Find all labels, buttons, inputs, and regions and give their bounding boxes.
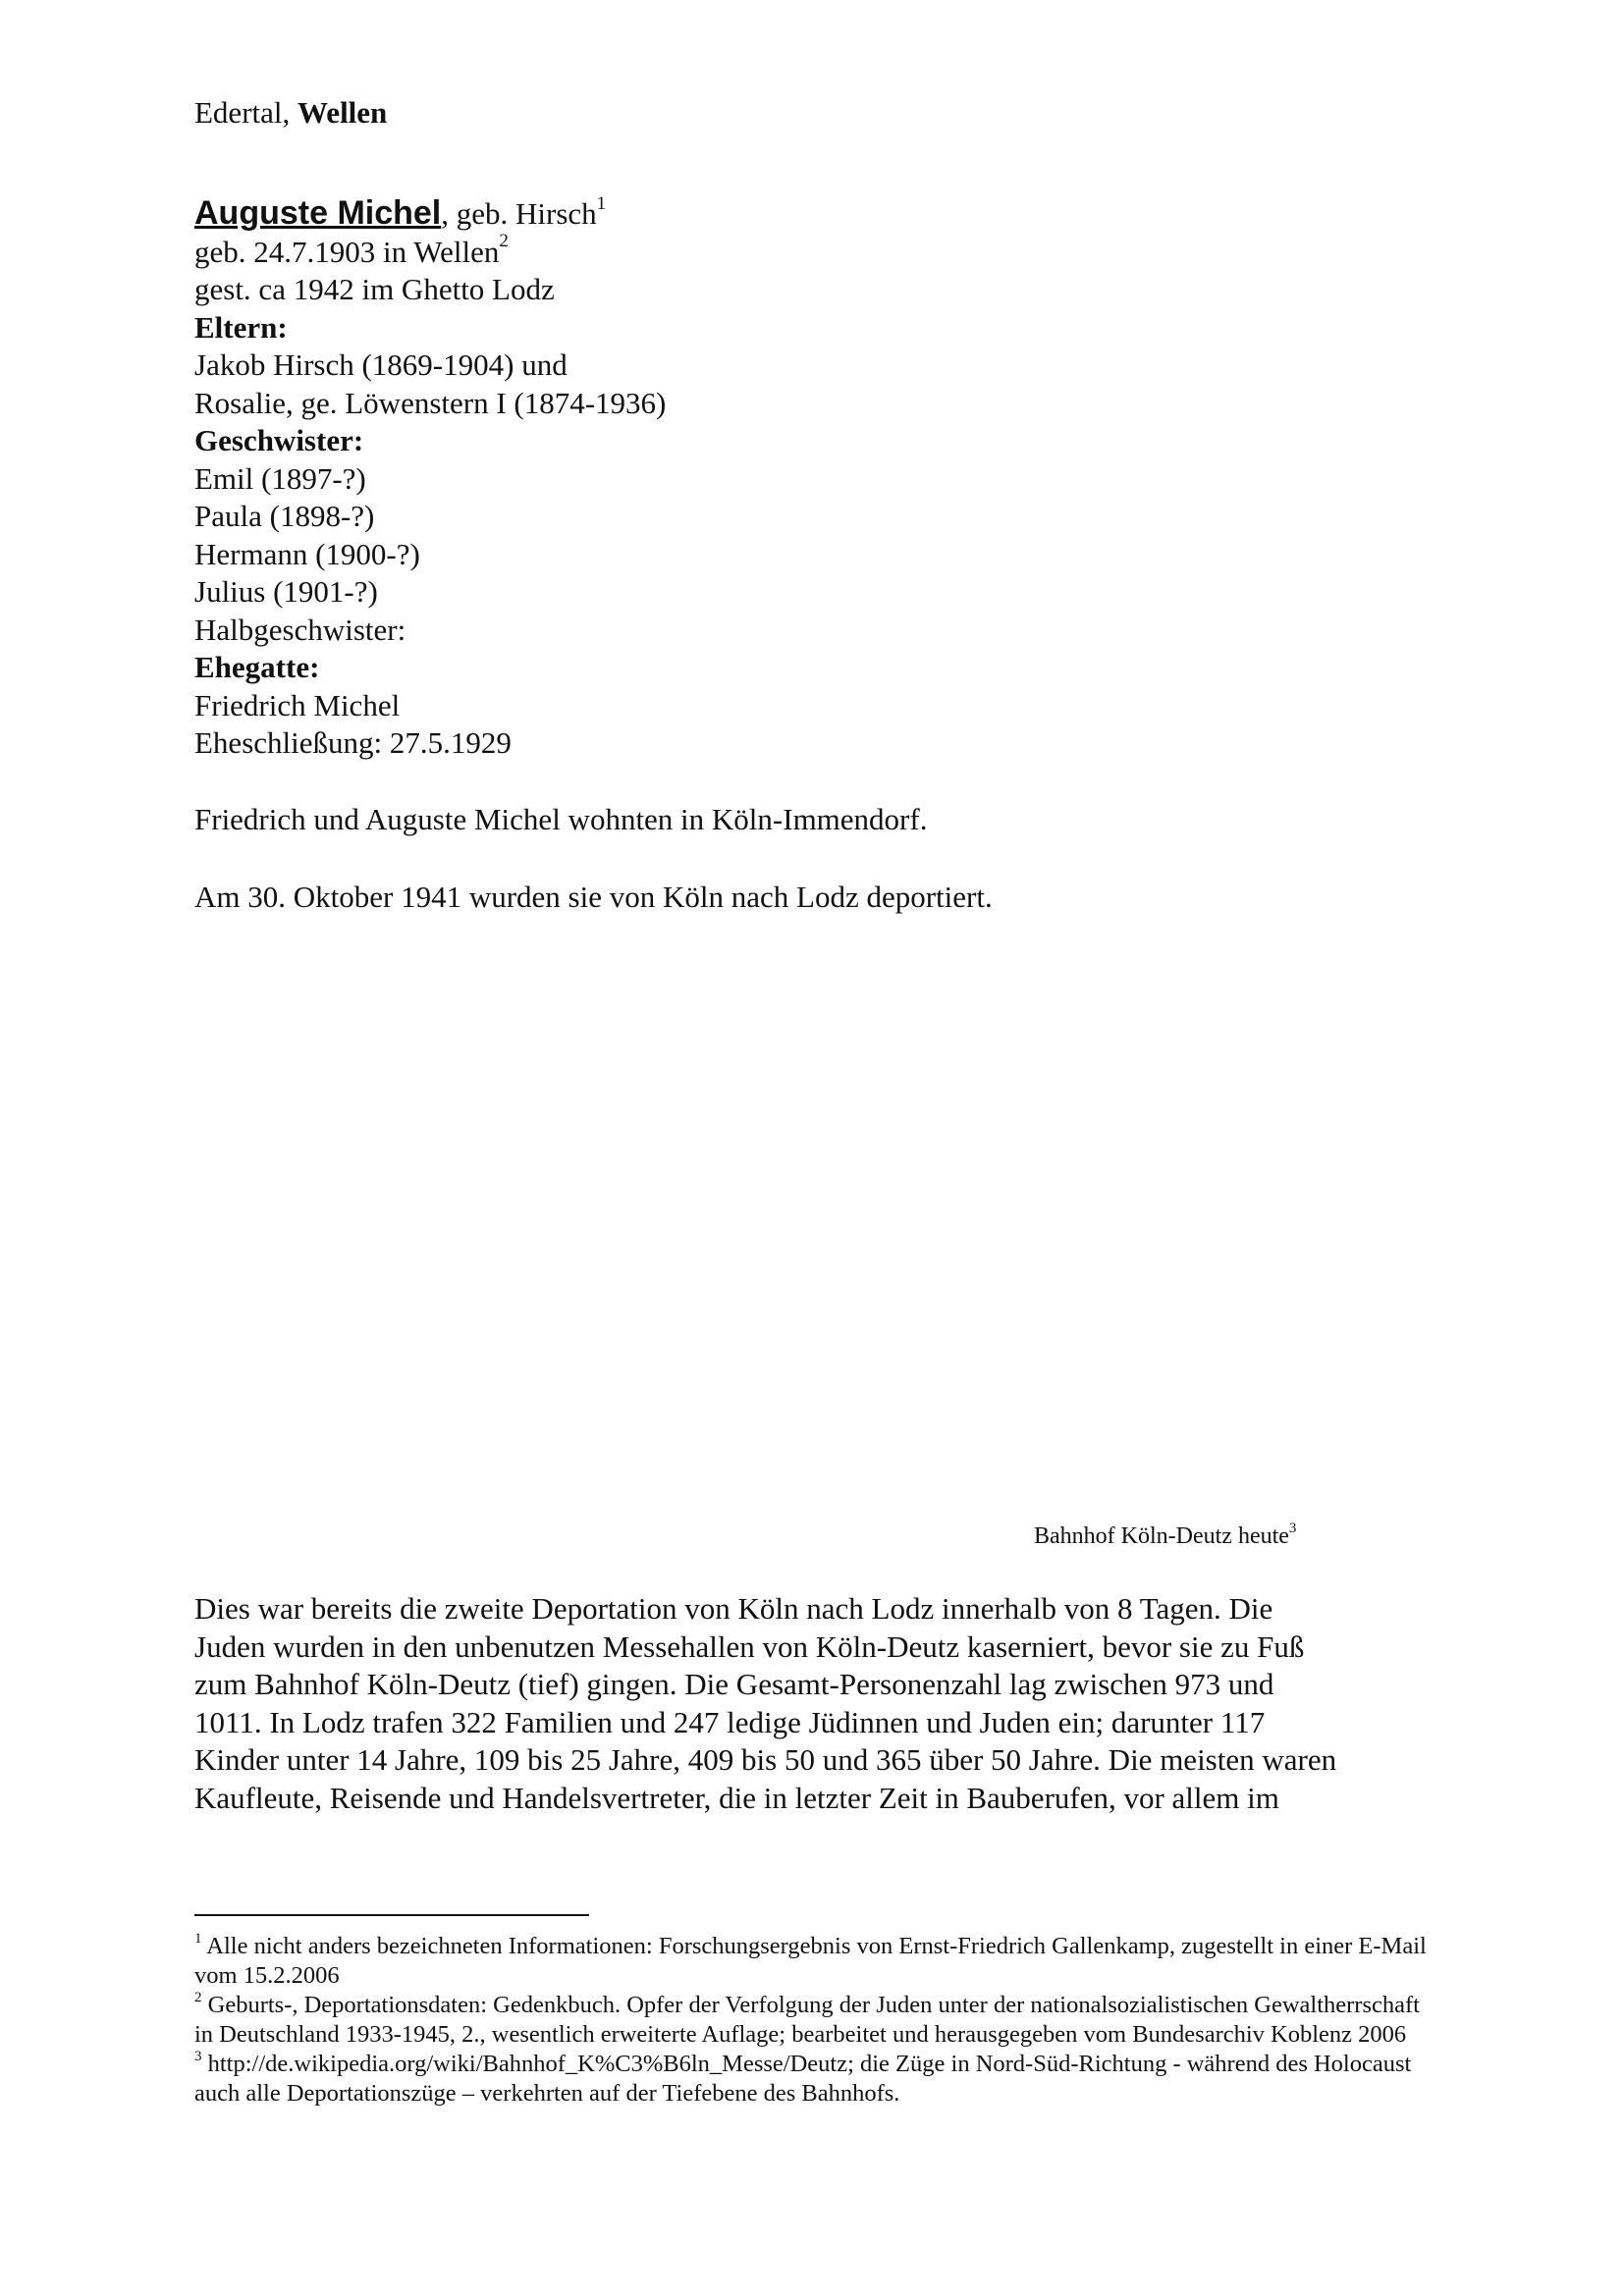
parent-mother: Rosalie, ge. Löwenstern I (1874-1936)	[194, 385, 667, 420]
footnote-marker: 1	[194, 1930, 202, 1947]
sibling-item: Emil (1897-?)	[194, 460, 366, 496]
parents-heading: Eltern:	[194, 309, 288, 345]
footnote-ref-3: 3	[1288, 1521, 1297, 1536]
footnote-separator	[194, 1914, 589, 1916]
footnote-3	[194, 2050, 1441, 2109]
birth-line	[194, 231, 1471, 272]
footnote-2	[194, 1991, 1441, 2050]
sibling-item: Julius (1901-?)	[194, 574, 378, 609]
spouse-heading: Ehegatte:	[194, 650, 320, 684]
sibling-item: Hermann (1900-?)	[194, 536, 420, 571]
footnote-ref-1: 1	[596, 192, 607, 214]
name-line	[194, 194, 1471, 234]
footnote-marker: 2	[194, 1989, 202, 2005]
footnote-ref-2: 2	[499, 231, 509, 252]
paragraph-residence: Friedrich und Auguste Michel wohnten in Köln-Immendorf.	[194, 802, 928, 836]
paragraph-line: Juden wurden in den unbenutzen Messehallen von Köln-Deutz kaserniert, bevor sie zu Fuß	[194, 1629, 1305, 1664]
birth-name: , geb. Hirsch	[441, 196, 597, 231]
footnote-text: http://de.wikipedia.org/wiki/Bahnhof_K%C3%B6ln_Messe/Deutz; die Züge in Nord-Süd-Richtung - während des Holocaust auch alle Deportationszüge – verkehrten auf der Tiefebene des Bahnhofs.	[194, 2051, 1412, 2107]
location-prefix: Edertal,	[194, 95, 298, 130]
half-siblings-label: Halbgeschwister:	[194, 612, 406, 647]
paragraph-line: Dies war bereits die zweite Deportation von Köln nach Lodz innerhalb von 8 Tagen. Die	[194, 1591, 1273, 1626]
footnote-1	[194, 1932, 1441, 1991]
biography-block	[194, 194, 1471, 763]
paragraph-line: 1011. In Lodz trafen 322 Familien und 247 ledige Jüdinnen und Juden ein; darunter 117	[194, 1704, 1266, 1739]
spouse-name: Friedrich Michel	[194, 687, 401, 722]
paragraph-deportation-details	[194, 1590, 1471, 1818]
footnote-text: Geburts-, Deportationsdaten: Gedenkbuch. Opfer der Verfolgung der Juden unter der nationalsozialistischen Gewaltherrschaft in Deutschland 1933-1945, 2., wesentlich erweiterte Auflage; bearbeitet und herausgegeben vom Bundesarchiv Koblenz 2006	[194, 1992, 1420, 2048]
paragraph-deportation: Am 30. Oktober 1941 wurden sie von Köln nach Lodz deportiert.	[194, 880, 993, 914]
marriage-date: Eheschließung: 27.5.1929	[194, 725, 512, 760]
birth-info: geb. 24.7.1903 in Wellen	[194, 234, 500, 269]
location-header	[194, 94, 1471, 133]
location-village: Wellen	[298, 95, 388, 130]
image-caption	[1034, 1522, 1296, 1551]
footnote-marker: 3	[194, 2048, 202, 2064]
paragraph-line: zum Bahnhof Köln-Deutz (tief) gingen. Die Gesamt-Personenzahl lag zwischen 973 und	[194, 1667, 1274, 1702]
paragraph-line: Kinder unter 14 Jahre, 109 bis 25 Jahre, 409 bis 50 und 365 über 50 Jahre. Die meisten waren	[194, 1742, 1337, 1778]
caption-text: Bahnhof Köln-Deutz heute	[1034, 1523, 1289, 1549]
death-info: gest. ca 1942 im Ghetto Lodz	[194, 272, 555, 306]
siblings-heading: Geschwister:	[194, 423, 364, 457]
footnote-text: Alle nicht anders bezeichneten Informationen: Forschungsergebnis von Ernst-Friedrich Gallenkamp, zugestellt in einer E-Mail vom 15.2.2006	[194, 1933, 1427, 1989]
parent-father: Jakob Hirsch (1869-1904) und	[194, 347, 568, 382]
footnotes	[194, 1932, 1441, 2109]
person-name: Auguste Michel	[194, 194, 442, 232]
paragraph-line: Kaufleute, Reisende und Handelsvertreter, die in letzter Zeit in Bauberufen, vor allem im	[194, 1780, 1279, 1815]
sibling-item: Paula (1898-?)	[194, 499, 375, 533]
